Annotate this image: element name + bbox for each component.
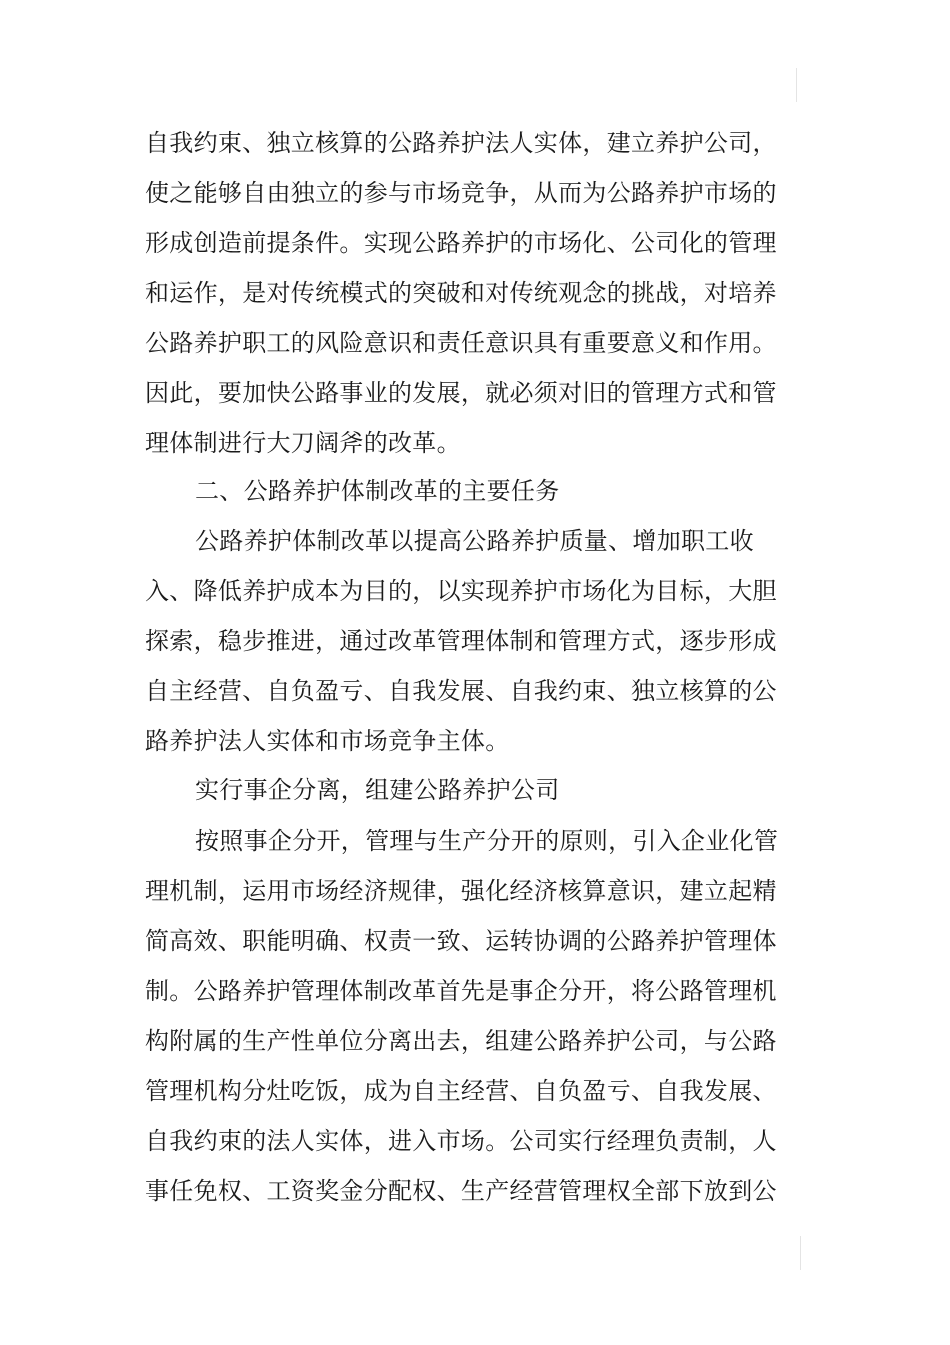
paragraph-line: 事任免权、工资奖金分配权、生产经营管理权全部下放到公 [145, 1177, 777, 1205]
paragraph-line: 自我约束的法人实体，进入市场。公司实行经理负责制，人 [145, 1127, 777, 1155]
paragraph-line: 和运作，是对传统模式的突破和对传统观念的挑战，对培养 [145, 279, 777, 307]
paragraph-line: 制。公路养护管理体制改革首先是事企分开，将公路管理机 [145, 977, 777, 1005]
paragraph-line: 入、降低养护成本为目的，以实现养护市场化为目标，大胆 [145, 577, 777, 605]
paragraph-line: 探索，稳步推进，通过改革管理体制和管理方式，逐步形成 [145, 627, 777, 655]
paragraph-line: 理体制进行大刀阔斧的改革。 [145, 429, 461, 457]
paragraph-line: 自我约束、独立核算的公路养护法人实体，建立养护公司， [145, 129, 777, 157]
paragraph-line: 自主经营、自负盈亏、自我发展、自我约束、独立核算的公 [145, 677, 777, 705]
section-heading: 二、公路养护体制改革的主要任务 [195, 477, 560, 505]
paragraph-line: 按照事企分开，管理与生产分开的原则，引入企业化管 [195, 827, 779, 855]
page-edge-mark-bottom [800, 1236, 801, 1270]
paragraph-line: 管理机构分灶吃饭，成为自主经营、自负盈亏、自我发展、 [145, 1077, 777, 1105]
paragraph-line: 理机制，运用市场经济规律，强化经济核算意识，建立起精 [145, 877, 777, 905]
paragraph-line: 简高效、职能明确、权责一致、运转协调的公路养护管理体 [145, 927, 777, 955]
paragraph-line: 因此，要加快公路事业的发展，就必须对旧的管理方式和管 [145, 379, 777, 407]
page-edge-mark-top [796, 68, 797, 102]
paragraph-line: 构附属的生产性单位分离出去，组建公路养护公司，与公路 [145, 1027, 777, 1055]
paragraph-line: 使之能够自由独立的参与市场竞争，从而为公路养护市场的 [145, 179, 777, 207]
paragraph-line: 公路养护职工的风险意识和责任意识具有重要意义和作用。 [145, 329, 777, 357]
section-heading: 实行事企分离，组建公路养护公司 [195, 776, 560, 804]
paragraph-line: 形成创造前提条件。实现公路养护的市场化、公司化的管理 [145, 229, 777, 257]
paragraph-line: 路养护法人实体和市场竞争主体。 [145, 727, 510, 755]
paragraph-line: 公路养护体制改革以提高公路养护质量、增加职工收 [195, 527, 754, 555]
